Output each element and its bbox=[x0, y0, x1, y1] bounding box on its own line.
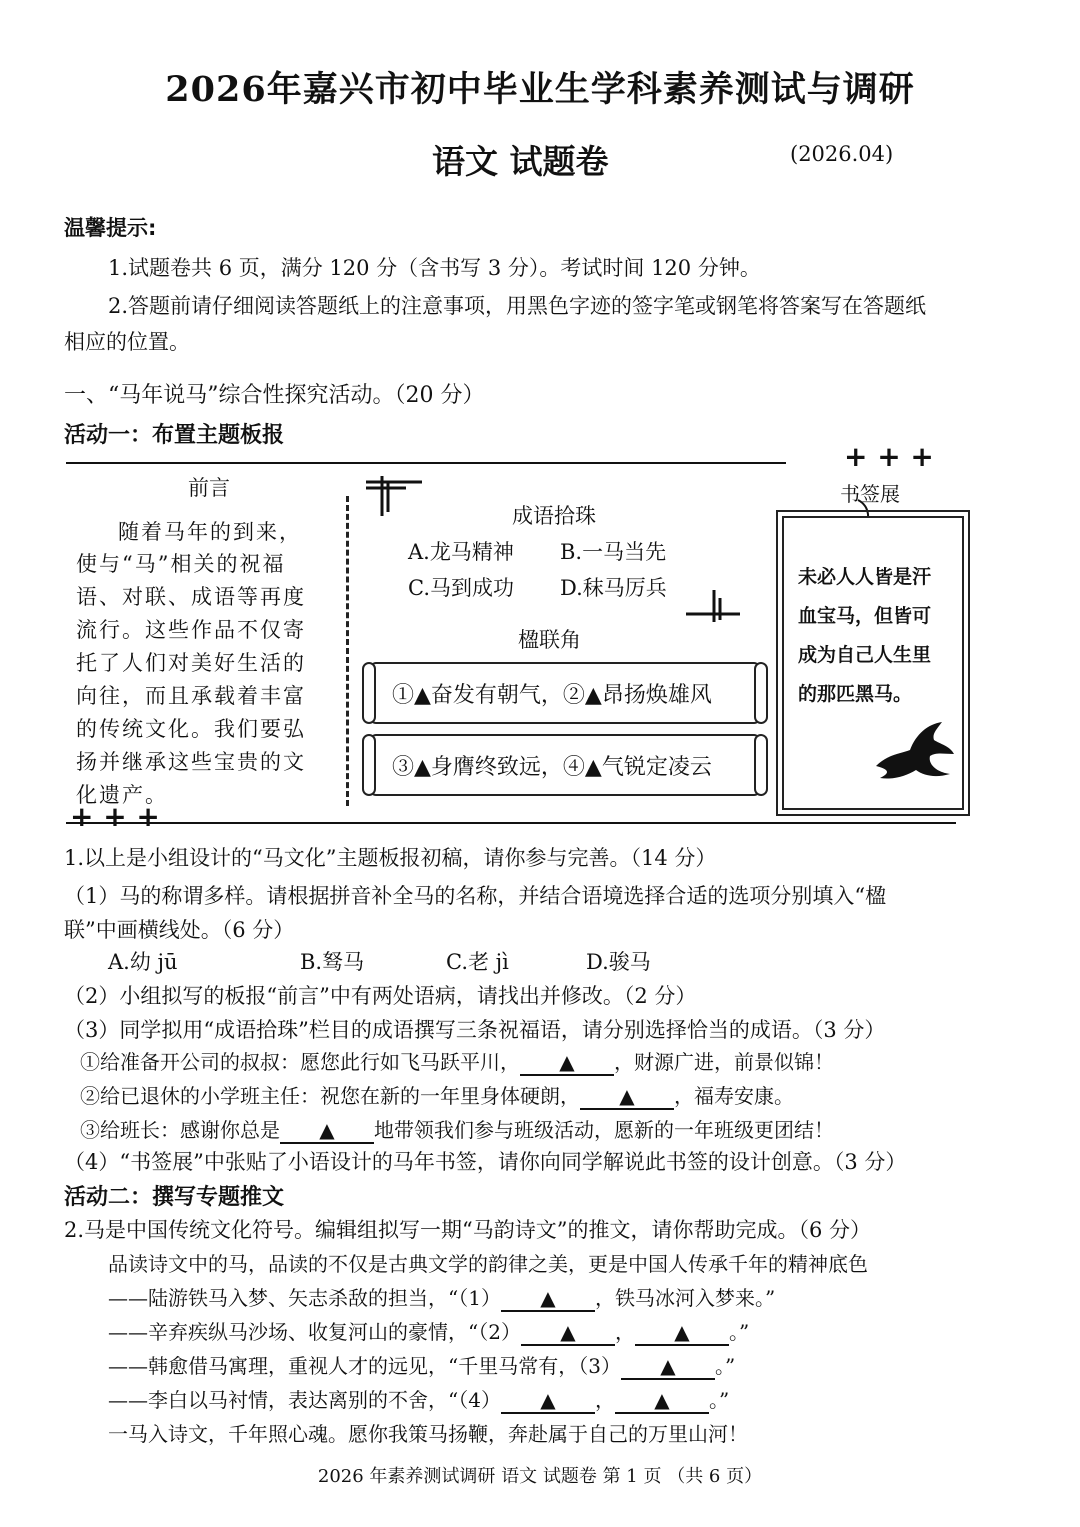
blessing-1-prefix: ①给准备开公司的叔叔：愿您此行如飞马跃平川， bbox=[80, 1050, 520, 1074]
bookmark-section-title: 书签展 bbox=[840, 482, 900, 506]
horse-bookmark bbox=[782, 516, 964, 810]
blessing-1-suffix: ，财源广进，前景似锦！ bbox=[614, 1050, 834, 1074]
question-1-stem: 1.以上是小组设计的“马文化”主题板报初稿，请你参与完善。（14 分） bbox=[64, 846, 717, 870]
foreword-line: 语、对联、成语等再度 bbox=[76, 585, 306, 609]
bracket-decoration bbox=[684, 586, 744, 626]
question-1-part-2: （2）小组拟写的板报“前言”中有两处语病，请找出并修改。（2 分） bbox=[64, 984, 697, 1008]
blessing-2-prefix: ②给已退休的小学班主任：祝您在新的一年里身体硬朗， bbox=[80, 1084, 580, 1108]
poem-line-2 bbox=[108, 1316, 749, 1346]
poem-closing: 一马入诗文，千年照心魂。愿你我策马扬鞭，奔赴属于自己的万里山河！ bbox=[108, 1422, 748, 1446]
question-1-part-3: （3）同学拟用“成语拾珠”栏目的成语撰写三条祝福语，请分别选择恰当的成语。（3 分） bbox=[64, 1018, 886, 1042]
foreword-line: 的传统文化。我们要弘 bbox=[76, 717, 306, 741]
foreword-line: 扬并继承这些宝贵的文 bbox=[76, 750, 306, 774]
couplet-line-2: ③▲身膺终致远，④▲气锐定凌云 bbox=[392, 755, 712, 780]
idiom-option-b: B.一马当先 bbox=[560, 540, 667, 564]
tips-line-2b: 相应的位置。 bbox=[64, 330, 190, 354]
blessing-line-3 bbox=[80, 1114, 834, 1144]
answer-blank[interactable]: ▲ bbox=[621, 1354, 715, 1380]
poem-line-1 bbox=[108, 1282, 775, 1312]
bookmark-text: 未必人人皆是汗血宝马，但皆可成为自己人生里的那匹黑马。 bbox=[798, 566, 932, 705]
cross-decoration: + + + bbox=[844, 440, 934, 473]
q1-option-d: D.骏马 bbox=[586, 950, 651, 974]
answer-blank[interactable]: ▲ bbox=[615, 1388, 709, 1414]
couplet-line-1: ①▲奋发有朝气，②▲昂扬焕雄风 bbox=[392, 683, 712, 708]
page-footer: 2026 年素养测试调研 语文 试题卷 第 1 页 （共 6 页） bbox=[317, 1466, 763, 1487]
blessing-line-2 bbox=[80, 1080, 794, 1110]
answer-blank[interactable]: ▲ bbox=[635, 1320, 729, 1346]
blessing-line-1 bbox=[80, 1046, 834, 1076]
question-1-part-1a: （1）马的称谓多样。请根据拼音补全马的名称，并结合语境选择合适的选项分别填入“楹 bbox=[64, 884, 887, 908]
poem-line-3-prefix: ——韩愈借马寓理，重视人才的远见，“千里马常有，（3） bbox=[108, 1354, 621, 1378]
poem-end-quote: 。” bbox=[728, 1320, 750, 1344]
answer-blank[interactable]: ▲ bbox=[501, 1286, 595, 1312]
cross-decoration: + + + bbox=[70, 800, 160, 833]
poem-comma: ， bbox=[614, 1320, 635, 1344]
answer-blank[interactable]: ▲ bbox=[520, 1050, 614, 1076]
board-bottom-border bbox=[66, 822, 956, 824]
foreword-title: 前言 bbox=[188, 476, 230, 500]
poem-line-3 bbox=[108, 1350, 735, 1380]
q1-option-c: C.老 jì bbox=[446, 950, 509, 974]
answer-blank[interactable]: ▲ bbox=[580, 1084, 674, 1110]
blessing-3-suffix: 地带领我们参与班级活动，愿新的一年班级更团结！ bbox=[374, 1118, 834, 1142]
foreword-line: 化遗产。 bbox=[76, 783, 168, 807]
activity1-heading: 活动一：布置主题板报 bbox=[64, 423, 285, 448]
poem-line-2-prefix: ——辛弃疾纵马沙场、收复河山的豪情，“（2） bbox=[108, 1320, 521, 1344]
couplet-scroll bbox=[370, 662, 760, 724]
section1-heading: 一、“马年说马”综合性探究活动。（20 分） bbox=[64, 383, 485, 408]
question-2-stem: 2.马是中国传统文化符号。编辑组拟写一期“马韵诗文”的推文，请你帮助完成。（6 分） bbox=[64, 1218, 872, 1242]
foreword-line: 使与“马”相关的祝福 bbox=[76, 552, 286, 576]
answer-blank[interactable]: ▲ bbox=[280, 1118, 374, 1144]
board-top-border bbox=[66, 462, 786, 464]
poem-intro: 品读诗文中的马，品读的不仅是古典文学的韵律之美，更是中国人传承千年的精神底色 bbox=[108, 1252, 868, 1276]
poem-comma: ， bbox=[594, 1388, 615, 1412]
horse-silhouette-icon bbox=[870, 714, 956, 784]
activity2-heading: 活动二：撰写专题推文 bbox=[64, 1185, 285, 1210]
bracket-decoration bbox=[366, 472, 426, 518]
q1-option-b: B.驽马 bbox=[300, 950, 365, 974]
answer-blank[interactable]: ▲ bbox=[501, 1388, 595, 1414]
q1-option-a: A.幼 jū bbox=[108, 950, 178, 974]
blessing-3-prefix: ③给班长：感谢你总是 bbox=[80, 1118, 280, 1142]
poem-end-quote: 。” bbox=[708, 1388, 730, 1412]
couplet-section-title: 楹联角 bbox=[518, 628, 581, 652]
paper-subtitle: 语文 试题卷 bbox=[432, 142, 609, 181]
poem-line-1-prefix: ——陆游铁马入梦、矢志杀敌的担当，“（1） bbox=[108, 1286, 501, 1310]
foreword-line: 托了人们对美好生活的 bbox=[76, 651, 306, 675]
foreword-line: 流行。这些作品不仅寄 bbox=[76, 618, 306, 642]
exam-date: (2026.04) bbox=[790, 142, 894, 166]
poem-line-1-suffix: ，铁马冰河入梦来。” bbox=[594, 1286, 776, 1310]
couplet-scroll bbox=[370, 734, 760, 796]
page-title: 2026年嘉兴市初中毕业生学科素养测试与调研 bbox=[165, 69, 915, 110]
poem-end-quote: 。” bbox=[714, 1354, 736, 1378]
foreword-line: 随着马年的到来， bbox=[118, 520, 302, 544]
answer-blank[interactable]: ▲ bbox=[521, 1320, 615, 1346]
foreword-line: 向往，而且承载着丰富 bbox=[76, 684, 306, 708]
poem-line-4 bbox=[108, 1384, 729, 1414]
question-1-part-1b: 联”中画横线处。（6 分） bbox=[64, 918, 295, 942]
poem-line-4-prefix: ——李白以马衬情，表达离别的不舍，“（4） bbox=[108, 1388, 501, 1412]
blessing-2-suffix: ，福寿安康。 bbox=[674, 1084, 794, 1108]
tips-line-1: 1.试题卷共 6 页，满分 120 分（含书写 3 分）。考试时间 120 分钟。 bbox=[108, 256, 761, 280]
tips-heading: 温馨提示: bbox=[64, 216, 157, 240]
idiom-section-title: 成语拾珠 bbox=[512, 504, 596, 528]
tips-line-2a: 2.答题前请仔细阅读答题纸上的注意事项，用黑色字迹的签字笔或钢笔将答案写在答题纸 bbox=[108, 294, 927, 318]
idiom-option-d: D.秣马厉兵 bbox=[560, 576, 667, 600]
question-1-part-4: （4）“书签展”中张贴了小语设计的马年书签，请你向同学解说此书签的设计创意。（3 分） bbox=[64, 1150, 907, 1174]
idiom-option-c: C.马到成功 bbox=[408, 576, 514, 600]
board-divider bbox=[346, 496, 349, 806]
idiom-option-a: A.龙马精神 bbox=[408, 540, 514, 564]
